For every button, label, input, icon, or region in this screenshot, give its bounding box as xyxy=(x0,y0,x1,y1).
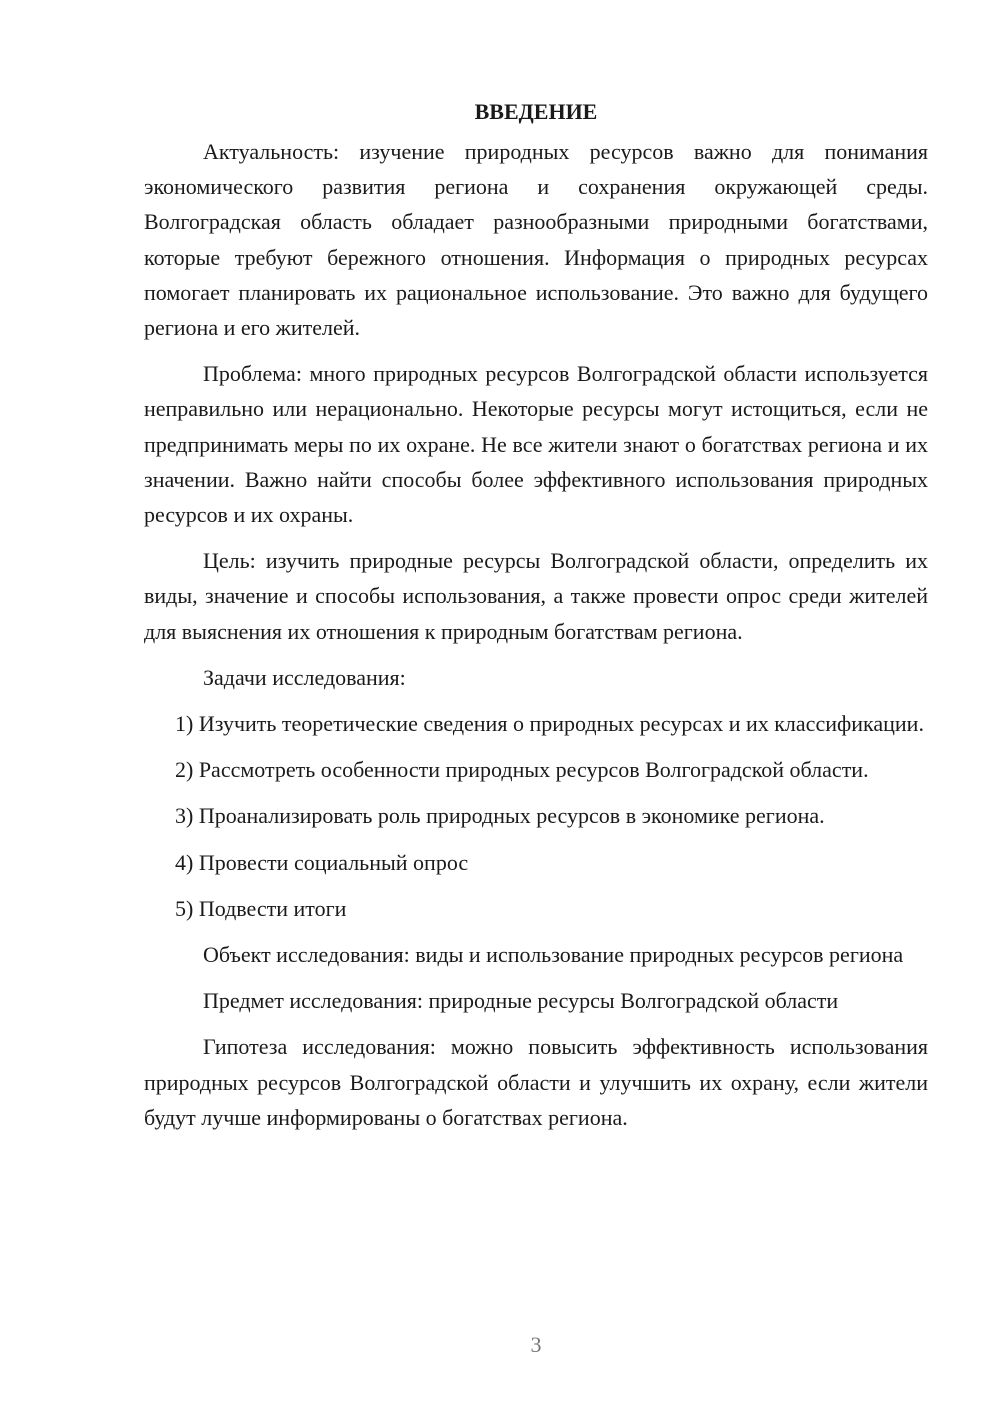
paragraph-problem: Проблема: много природных ресурсов Волгоградской области используется неправильно или нерационально. Некоторые ресурсы могут истощиться, если не предпринимать меры по их охране. Не все жители знают о богатствах региона и их значении. Важно найти способы более эффективного использования природных ресурсов и их охраны. xyxy=(144,361,928,528)
paragraph-hypothesis: Гипотеза исследования: можно повысить эффективность использования природных ресурсов Волгоградской области и улучшить их охрану, если жители будут лучше информированы о богатствах региона. xyxy=(144,1034,928,1130)
task-item-3: 3) Проанализировать роль природных ресурсов в экономике региона. xyxy=(175,803,825,829)
paragraph-goal: Цель: изучить природные ресурсы Волгоградской области, определить их виды, значение и способы использования, а также провести опрос среди жителей для выяснения их отношения к природным богатствам региона. xyxy=(144,548,928,644)
task-item-1: 1) Изучить теоретические сведения о природных ресурсах и их классификации. xyxy=(175,711,924,737)
page-number: 3 xyxy=(530,1332,542,1357)
document-page xyxy=(144,94,928,1146)
paragraph-relevance: Актуальность: изучение природных ресурсов важно для понимания экономического развития региона и сохранения окружающей среды. Волгоградская область обладает разнообразными природными богатствами, которые требуют бережного отношения. Информация о природных ресурсах помогает планировать их рациональное использование. Это важно для будущего региона и его жителей. xyxy=(144,139,928,341)
task-item-5: 5) Подвести итоги xyxy=(175,895,347,921)
paragraph-subject: Предмет исследования: природные ресурсы Волгоградской области xyxy=(203,988,839,1014)
task-item-4: 4) Провести социальный опрос xyxy=(175,849,469,875)
paragraph-object: Объект исследования: виды и использование природных ресурсов региона xyxy=(203,942,904,968)
section-title: ВВЕДЕНИЕ xyxy=(474,99,598,124)
task-item-2: 2) Рассмотреть особенности природных ресурсов Волгоградской области. xyxy=(175,757,869,783)
paragraph-tasks-heading: Задачи исследования: xyxy=(203,664,406,690)
